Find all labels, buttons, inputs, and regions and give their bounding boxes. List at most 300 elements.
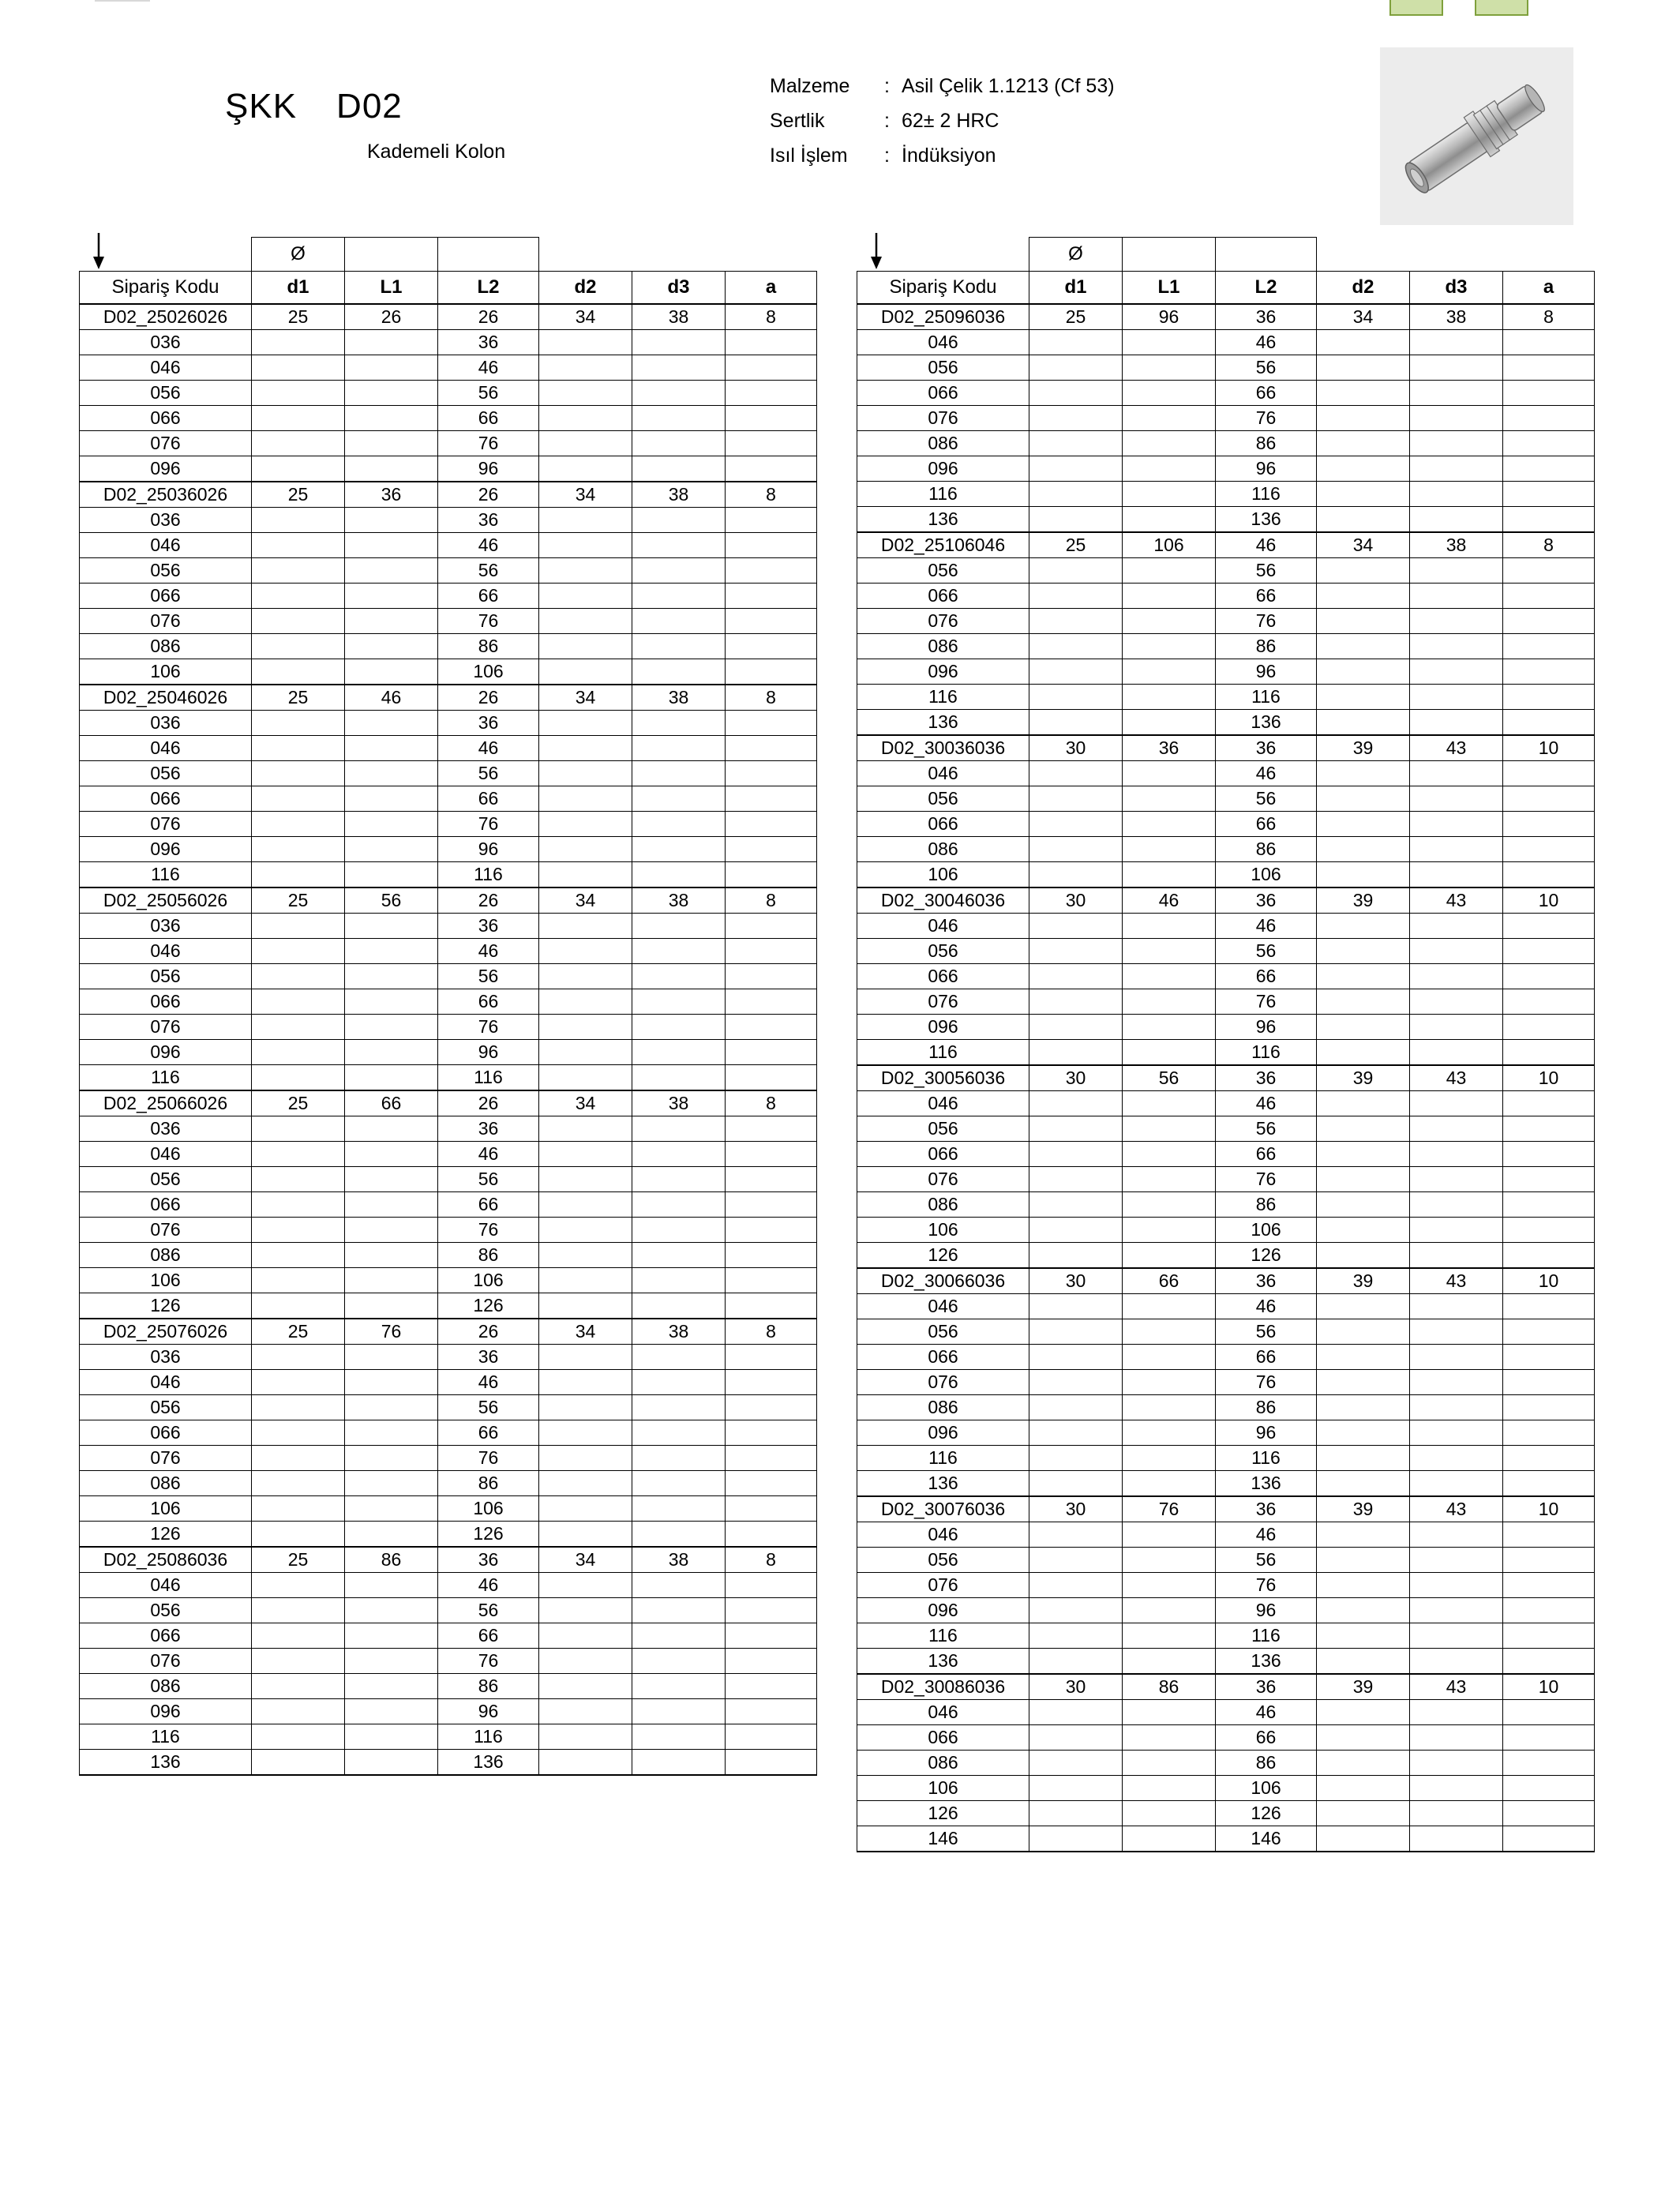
page-title (225, 87, 505, 126)
table-row[interactable] (80, 609, 817, 634)
cell-d3 (632, 533, 726, 558)
cell-l2: 136 (438, 1750, 539, 1776)
cell-d3: 43 (1410, 735, 1503, 761)
table-row[interactable] (80, 1040, 817, 1065)
table-row[interactable] (80, 634, 817, 659)
table-row[interactable] (857, 1522, 1595, 1548)
cell-order-code: 076 (857, 1167, 1029, 1192)
table-row[interactable] (80, 355, 817, 381)
table-row[interactable] (80, 1547, 817, 1573)
table-row[interactable] (80, 812, 817, 837)
cell-l1 (1123, 1370, 1216, 1395)
cell-a (1503, 1015, 1595, 1040)
cell-d3: 43 (1410, 887, 1503, 914)
cell-d1 (1029, 812, 1123, 837)
cell-d1 (252, 431, 345, 456)
cell-d1: 30 (1029, 887, 1123, 914)
cell-a: 10 (1503, 887, 1595, 914)
table-row[interactable] (80, 862, 817, 888)
cell-a (1503, 1243, 1595, 1269)
table-row[interactable] (80, 1293, 817, 1319)
cell-d1 (252, 381, 345, 406)
cell-d1 (1029, 1167, 1123, 1192)
cell-l2: 86 (438, 634, 539, 659)
table-row[interactable] (80, 1370, 817, 1395)
table-row[interactable] (80, 786, 817, 812)
cell-l1 (345, 1218, 438, 1243)
cell-order-code: 106 (857, 1218, 1029, 1243)
cell-d2 (1317, 1294, 1410, 1319)
cell-d1 (252, 355, 345, 381)
cell-l2: 66 (438, 1420, 539, 1446)
cell-order-code: 046 (857, 1091, 1029, 1116)
cell-a (726, 1370, 817, 1395)
cell-a (1503, 1623, 1595, 1649)
cell-d1 (1029, 1015, 1123, 1040)
table-row[interactable] (857, 1776, 1595, 1801)
cell-l2: 46 (438, 1370, 539, 1395)
table-row[interactable] (857, 837, 1595, 862)
table-row[interactable] (80, 381, 817, 406)
table-row[interactable] (80, 1015, 817, 1040)
cell-a (1503, 507, 1595, 533)
table-row[interactable] (857, 355, 1595, 381)
cell-l1 (345, 1674, 438, 1699)
cell-l2: 36 (1216, 1496, 1317, 1522)
table-row[interactable] (857, 1826, 1595, 1852)
table-row[interactable] (80, 1623, 817, 1649)
table-row[interactable] (857, 1496, 1595, 1522)
table-row[interactable] (80, 330, 817, 355)
table-row[interactable] (857, 812, 1595, 837)
table-row[interactable] (80, 1750, 817, 1776)
cell-d3 (632, 1674, 726, 1699)
table-row[interactable] (857, 862, 1595, 888)
cell-l1 (345, 736, 438, 761)
cell-d1 (1029, 1776, 1123, 1801)
table-row[interactable] (857, 1801, 1595, 1826)
cell-d3 (632, 837, 726, 862)
cell-a (726, 862, 817, 888)
cell-d2 (539, 431, 632, 456)
table-row[interactable] (80, 1674, 817, 1699)
column-header-l2: L2 (438, 272, 539, 305)
cell-l2: 36 (438, 914, 539, 939)
cell-d3 (632, 1496, 726, 1522)
table-row[interactable] (80, 584, 817, 609)
cell-order-code: D02_25076026 (80, 1319, 252, 1345)
cell-d1 (1029, 456, 1123, 482)
table-row[interactable] (857, 964, 1595, 989)
cell-l1 (1123, 1446, 1216, 1471)
table-row[interactable] (80, 1192, 817, 1218)
cell-l2: 86 (1216, 634, 1317, 659)
cell-l1 (345, 533, 438, 558)
cell-d3 (632, 330, 726, 355)
cell-l1 (1123, 685, 1216, 710)
table-row[interactable] (80, 1446, 817, 1471)
table-row[interactable] (80, 1116, 817, 1142)
table-row[interactable] (857, 939, 1595, 964)
table-row[interactable] (857, 558, 1595, 584)
column-header-l1: L1 (345, 272, 438, 305)
table-row[interactable] (857, 1294, 1595, 1319)
cell-d2: 39 (1317, 1268, 1410, 1294)
table-row[interactable] (857, 1395, 1595, 1420)
cell-l2: 76 (1216, 1573, 1317, 1598)
table-row[interactable] (857, 1649, 1595, 1675)
cell-l1 (1123, 609, 1216, 634)
cell-d1 (1029, 406, 1123, 431)
cell-order-code: D02_25106046 (857, 532, 1029, 558)
cell-l2: 96 (438, 1040, 539, 1065)
table-row[interactable] (857, 761, 1595, 786)
cell-a (726, 1142, 817, 1167)
table-row[interactable] (80, 1724, 817, 1750)
table-row[interactable] (80, 406, 817, 431)
table-row[interactable] (857, 1142, 1595, 1167)
table-row[interactable] (80, 482, 817, 508)
table-row[interactable] (857, 1573, 1595, 1598)
column-header-d2: d2 (539, 272, 632, 305)
table-row[interactable] (857, 507, 1595, 533)
cell-a: 8 (726, 1319, 817, 1345)
cell-l1: 86 (345, 1547, 438, 1573)
cell-d2: 34 (539, 887, 632, 914)
cell-d1: 30 (1029, 735, 1123, 761)
cell-a (1503, 1091, 1595, 1116)
cell-d2 (539, 381, 632, 406)
table-row[interactable] (80, 304, 817, 330)
cell-order-code: 056 (857, 786, 1029, 812)
table-row[interactable] (857, 1192, 1595, 1218)
cell-d2 (1317, 1218, 1410, 1243)
cell-order-code: 076 (857, 1573, 1029, 1598)
cell-d2 (1317, 431, 1410, 456)
cell-a: 10 (1503, 1674, 1595, 1700)
cell-order-code: 086 (857, 1751, 1029, 1776)
table-row[interactable] (857, 659, 1595, 685)
table-row[interactable] (857, 1751, 1595, 1776)
cell-d3 (632, 1573, 726, 1598)
table-row[interactable] (80, 837, 817, 862)
cell-d1 (1029, 939, 1123, 964)
table-row[interactable] (80, 1649, 817, 1674)
cell-d2: 34 (539, 1090, 632, 1116)
cell-order-code: D02_30056036 (857, 1065, 1029, 1091)
table-row[interactable] (857, 1700, 1595, 1725)
cell-a (726, 1649, 817, 1674)
cell-d1: 25 (1029, 532, 1123, 558)
cell-a: 8 (1503, 532, 1595, 558)
cell-d1 (1029, 1522, 1123, 1548)
table-row[interactable] (857, 431, 1595, 456)
table-row[interactable] (80, 1065, 817, 1091)
table-row[interactable] (857, 1471, 1595, 1497)
cell-d2 (539, 1573, 632, 1598)
table-row[interactable] (80, 533, 817, 558)
cell-d2 (1317, 1015, 1410, 1040)
cell-d1 (1029, 482, 1123, 507)
cell-l1 (1123, 837, 1216, 862)
cell-l2: 136 (1216, 710, 1317, 736)
table-row[interactable] (857, 1370, 1595, 1395)
table-row[interactable] (857, 406, 1595, 431)
cell-l1 (345, 1142, 438, 1167)
table-row[interactable] (857, 1725, 1595, 1751)
table-row[interactable] (80, 989, 817, 1015)
cell-l1 (1123, 1700, 1216, 1725)
table-row[interactable] (80, 1522, 817, 1548)
cell-d2: 34 (539, 685, 632, 711)
cell-l1 (1123, 1801, 1216, 1826)
table-row[interactable] (857, 456, 1595, 482)
cell-a (726, 609, 817, 634)
table-row[interactable] (80, 1345, 817, 1370)
table-row[interactable] (80, 1319, 817, 1345)
cell-order-code: 036 (80, 711, 252, 736)
cell-l2: 46 (438, 533, 539, 558)
table-row[interactable] (857, 685, 1595, 710)
cell-l2: 56 (438, 558, 539, 584)
cell-order-code: 106 (857, 862, 1029, 888)
table-row[interactable] (80, 887, 817, 914)
cell-d3 (632, 1522, 726, 1548)
cell-d1: 25 (1029, 304, 1123, 330)
cell-d1 (252, 914, 345, 939)
cell-l2: 36 (438, 330, 539, 355)
cell-a (1503, 710, 1595, 736)
cell-order-code: D02_30076036 (857, 1496, 1029, 1522)
cell-d3 (632, 1116, 726, 1142)
cell-d1 (252, 1496, 345, 1522)
cell-d1 (1029, 1826, 1123, 1852)
cell-l1 (345, 1724, 438, 1750)
page-subtitle: Kademeli Kolon (367, 141, 506, 163)
table-row[interactable] (857, 1319, 1595, 1345)
cell-order-code: 086 (857, 837, 1029, 862)
table-row[interactable] (857, 1548, 1595, 1573)
cell-d1 (252, 761, 345, 786)
table-row[interactable] (857, 1345, 1595, 1370)
cell-l1 (345, 812, 438, 837)
cell-order-code: 096 (80, 837, 252, 862)
cell-d2 (1317, 1751, 1410, 1776)
cell-l1 (1123, 1751, 1216, 1776)
table-row[interactable] (80, 508, 817, 533)
cell-order-code: 106 (80, 1496, 252, 1522)
table-row[interactable] (857, 1674, 1595, 1700)
table-row[interactable] (857, 609, 1595, 634)
cell-d1 (252, 1040, 345, 1065)
cell-order-code: 056 (80, 1167, 252, 1192)
cell-order-code: 046 (857, 761, 1029, 786)
cell-l2: 96 (1216, 456, 1317, 482)
cell-d1 (1029, 330, 1123, 355)
table-row[interactable] (857, 1167, 1595, 1192)
table-row[interactable] (857, 1268, 1595, 1294)
table-row[interactable] (80, 1243, 817, 1268)
table-row[interactable] (857, 989, 1595, 1015)
table-row[interactable] (857, 304, 1595, 330)
cell-a (726, 634, 817, 659)
cell-order-code: 066 (857, 964, 1029, 989)
table-row[interactable] (80, 659, 817, 685)
cell-d2 (1317, 482, 1410, 507)
cell-l2: 106 (438, 659, 539, 685)
table-row[interactable] (857, 584, 1595, 609)
cell-l1 (1123, 1548, 1216, 1573)
cell-a (726, 1446, 817, 1471)
cell-d2 (1317, 1801, 1410, 1826)
cell-l1 (1123, 1826, 1216, 1852)
table-row[interactable] (857, 1598, 1595, 1623)
column-header-order-code: Sipariş Kodu (80, 272, 252, 305)
table-row[interactable] (80, 1167, 817, 1192)
table-row[interactable] (857, 1065, 1595, 1091)
cell-l1 (1123, 761, 1216, 786)
table-row[interactable] (80, 1420, 817, 1446)
table-row[interactable] (857, 634, 1595, 659)
table-row[interactable] (857, 482, 1595, 507)
table-row[interactable] (80, 1142, 817, 1167)
table-row[interactable] (80, 1268, 817, 1293)
table-row[interactable] (857, 1243, 1595, 1269)
cell-d1 (1029, 964, 1123, 989)
table-row[interactable] (80, 914, 817, 939)
cell-a (1503, 939, 1595, 964)
cell-d3: 38 (632, 685, 726, 711)
table-row[interactable] (857, 1623, 1595, 1649)
table-row[interactable] (80, 736, 817, 761)
cell-d2 (1317, 1116, 1410, 1142)
table-row[interactable] (857, 1218, 1595, 1243)
spec-table-right (857, 237, 1595, 1852)
table-row[interactable] (80, 1598, 817, 1623)
table-row[interactable] (857, 381, 1595, 406)
cell-d1 (1029, 1751, 1123, 1776)
table-row[interactable] (80, 1496, 817, 1522)
cell-a (1503, 1294, 1595, 1319)
table-row[interactable] (80, 558, 817, 584)
cell-l2: 76 (438, 1218, 539, 1243)
table-row[interactable] (857, 330, 1595, 355)
cell-d3 (632, 659, 726, 685)
column-header-d2: d2 (1317, 272, 1410, 305)
cell-d2 (539, 1395, 632, 1420)
cell-d3 (632, 634, 726, 659)
table-row[interactable] (857, 1091, 1595, 1116)
table-row[interactable] (80, 1395, 817, 1420)
diameter-symbol-row (80, 238, 817, 272)
cell-l2: 46 (1216, 1091, 1317, 1116)
cell-a (726, 1345, 817, 1370)
cell-a (726, 1040, 817, 1065)
table-row[interactable] (857, 1420, 1595, 1446)
table-row[interactable] (80, 1699, 817, 1724)
cell-d3 (1410, 659, 1503, 685)
cell-l2: 26 (438, 1319, 539, 1345)
table-row[interactable] (857, 710, 1595, 736)
table-row[interactable] (857, 786, 1595, 812)
cell-a (726, 1192, 817, 1218)
cell-d2 (1317, 1167, 1410, 1192)
cell-d3 (1410, 1345, 1503, 1370)
cell-d2 (539, 837, 632, 862)
table-row[interactable] (80, 1573, 817, 1598)
cell-a: 10 (1503, 1065, 1595, 1091)
cell-l1 (1123, 710, 1216, 736)
cell-l2: 96 (1216, 1598, 1317, 1623)
table-row[interactable] (80, 939, 817, 964)
cell-d3 (1410, 1801, 1503, 1826)
cell-l1 (1123, 1522, 1216, 1548)
cell-d2 (539, 1522, 632, 1548)
table-row[interactable] (80, 1471, 817, 1496)
cell-d1 (1029, 1243, 1123, 1269)
cell-d3 (1410, 786, 1503, 812)
table-row[interactable] (857, 887, 1595, 914)
cell-order-code: 056 (857, 939, 1029, 964)
cell-l2: 106 (438, 1496, 539, 1522)
cell-order-code: 116 (80, 1724, 252, 1750)
table-row[interactable] (857, 1040, 1595, 1066)
table-header-row (80, 272, 817, 305)
cell-d2: 34 (539, 304, 632, 330)
cell-l1 (345, 1243, 438, 1268)
cell-l2: 136 (1216, 507, 1317, 533)
cell-d1 (1029, 1548, 1123, 1573)
table-row[interactable] (80, 1218, 817, 1243)
table-row[interactable] (857, 1116, 1595, 1142)
cell-l2: 106 (1216, 1218, 1317, 1243)
cell-d3 (1410, 1598, 1503, 1623)
table-row[interactable] (857, 1446, 1595, 1471)
cell-d2 (539, 558, 632, 584)
cell-a (1503, 1446, 1595, 1471)
cell-d1 (252, 1724, 345, 1750)
table-row[interactable] (857, 532, 1595, 558)
cell-a (1503, 1218, 1595, 1243)
cell-l1 (1123, 1218, 1216, 1243)
cell-l2: 66 (438, 584, 539, 609)
table-row[interactable] (857, 1015, 1595, 1040)
table-row[interactable] (80, 711, 817, 736)
cell-d2 (1317, 1142, 1410, 1167)
cell-d2 (539, 1674, 632, 1699)
cell-a (1503, 1471, 1595, 1497)
cell-d2 (1317, 1395, 1410, 1420)
table-row[interactable] (80, 761, 817, 786)
table-row[interactable] (80, 1090, 817, 1116)
table-row[interactable] (857, 914, 1595, 939)
table-row[interactable] (80, 456, 817, 482)
cell-order-code: 086 (857, 634, 1029, 659)
cell-a (1503, 761, 1595, 786)
table-row[interactable] (80, 431, 817, 456)
cell-order-code: 076 (80, 1015, 252, 1040)
column-header-a: a (1503, 272, 1595, 305)
table-row[interactable] (80, 964, 817, 989)
cell-d2 (539, 1750, 632, 1776)
cell-d1 (252, 964, 345, 989)
cell-l2: 126 (438, 1293, 539, 1319)
cell-d1 (1029, 1218, 1123, 1243)
cell-d1 (1029, 1319, 1123, 1345)
table-row[interactable] (80, 685, 817, 711)
table-row[interactable] (857, 735, 1595, 761)
cell-l1 (345, 1293, 438, 1319)
